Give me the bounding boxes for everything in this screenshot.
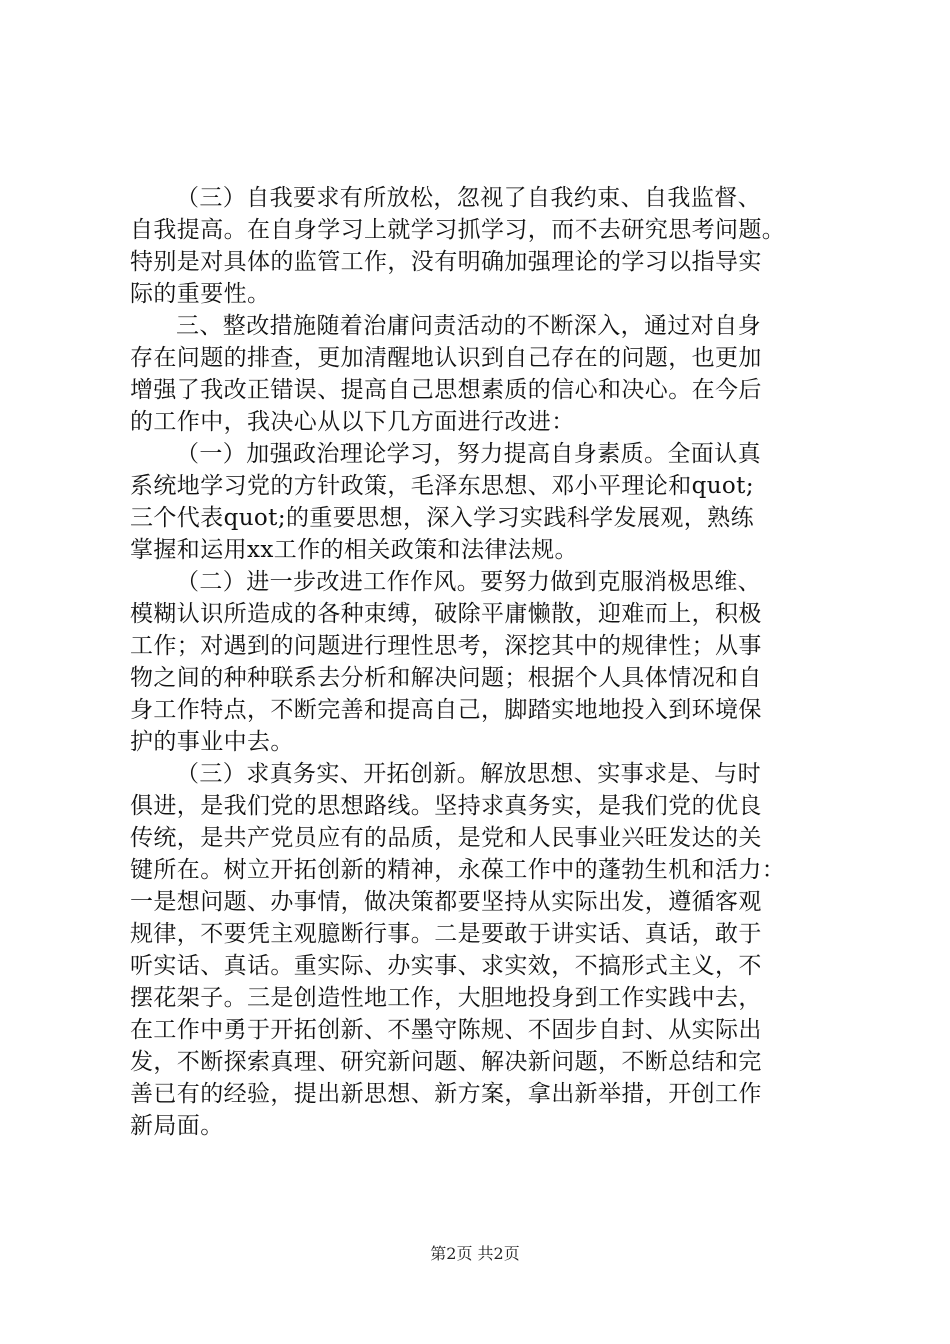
text-line: 增强了我改正错误、提高自己思想素质的信心和决心。在今后 [130,377,762,403]
text-line: 规律，不要凭主观臆断行事。二是要敢于讲实话、真话，敢于 [130,921,762,947]
text-line: 掌握和运用xx工作的相关政策和法律法规。 [130,537,578,563]
page-footer [0,1241,950,1264]
text-line: 摆花架子。三是创造性地工作，大胆地投身到工作实践中去， [130,985,762,1011]
text-line: 护的事业中去。 [130,729,294,755]
body-text [130,182,830,1142]
text-line: 传统，是共产党员应有的品质，是党和人民事业兴旺发达的关 [130,825,762,851]
text-line: 自我提高。在自身学习上就学习抓学习，而不去研究思考问题。 [130,217,786,243]
text-line: 际的重要性。 [130,281,271,307]
text-line: 的工作中，我决心从以下几方面进行改进： [130,409,575,435]
text-line: 发，不断探索真理、研究新问题、解决新问题，不断总结和完 [130,1049,762,1075]
text-line: 键所在。树立开拓创新的精神，永葆工作中的蓬勃生机和活力： [130,857,786,883]
text-line: 特别是对具体的监管工作，没有明确加强理论的学习以指导实 [130,249,762,275]
text-line: 一是想问题、办事情，做决策都要坚持从实际出发，遵循客观 [130,889,762,915]
page-number: 第2页 共2页 [430,1244,520,1263]
text-line: （二）进一步改进工作作风。要努力做到克服消极思维、 [176,569,761,595]
text-line: 模糊认识所造成的各种束缚，破除平庸懒散，迎难而上，积极 [130,601,762,627]
text-line: 新局面。 [130,1113,224,1139]
text-line: （三）自我要求有所放松，忽视了自我约束、自我监督、 [176,185,761,211]
text-line: 存在问题的排查，更加清醒地认识到自己存在的问题，也更加 [130,345,762,371]
text-line: （一）加强政治理论学习，努力提高自身素质。全面认真 [176,441,761,467]
text-line: 物之间的种种联系去分析和解决问题；根据个人具体情况和自 [130,665,762,691]
text-line: 听实话、真话。重实际、办实事、求实效，不搞形式主义，不 [130,953,762,979]
text-line: 系统地学习党的方针政策，毛泽东思想、邓小平理论和quot; [130,473,754,499]
text-line: （三）求真务实、开拓创新。解放思想、实事求是、与时 [176,761,761,787]
text-line: 三个代表quot;的重要思想，深入学习实践科学发展观，熟练 [130,505,754,531]
text-line: 三、整改措施随着治庸问责活动的不断深入，通过对自身 [176,313,761,339]
text-line: 在工作中勇于开拓创新、不墨守陈规、不固步自封、从实际出 [130,1017,762,1043]
text-line: 善已有的经验，提出新思想、新方案，拿出新举措，开创工作 [130,1081,762,1107]
text-line: 身工作特点，不断完善和提高自己，脚踏实地地投入到环境保 [130,697,762,723]
text-line: 工作；对遇到的问题进行理性思考，深挖其中的规律性；从事 [130,633,762,659]
text-line: 俱进，是我们党的思想路线。坚持求真务实，是我们党的优良 [130,793,762,819]
